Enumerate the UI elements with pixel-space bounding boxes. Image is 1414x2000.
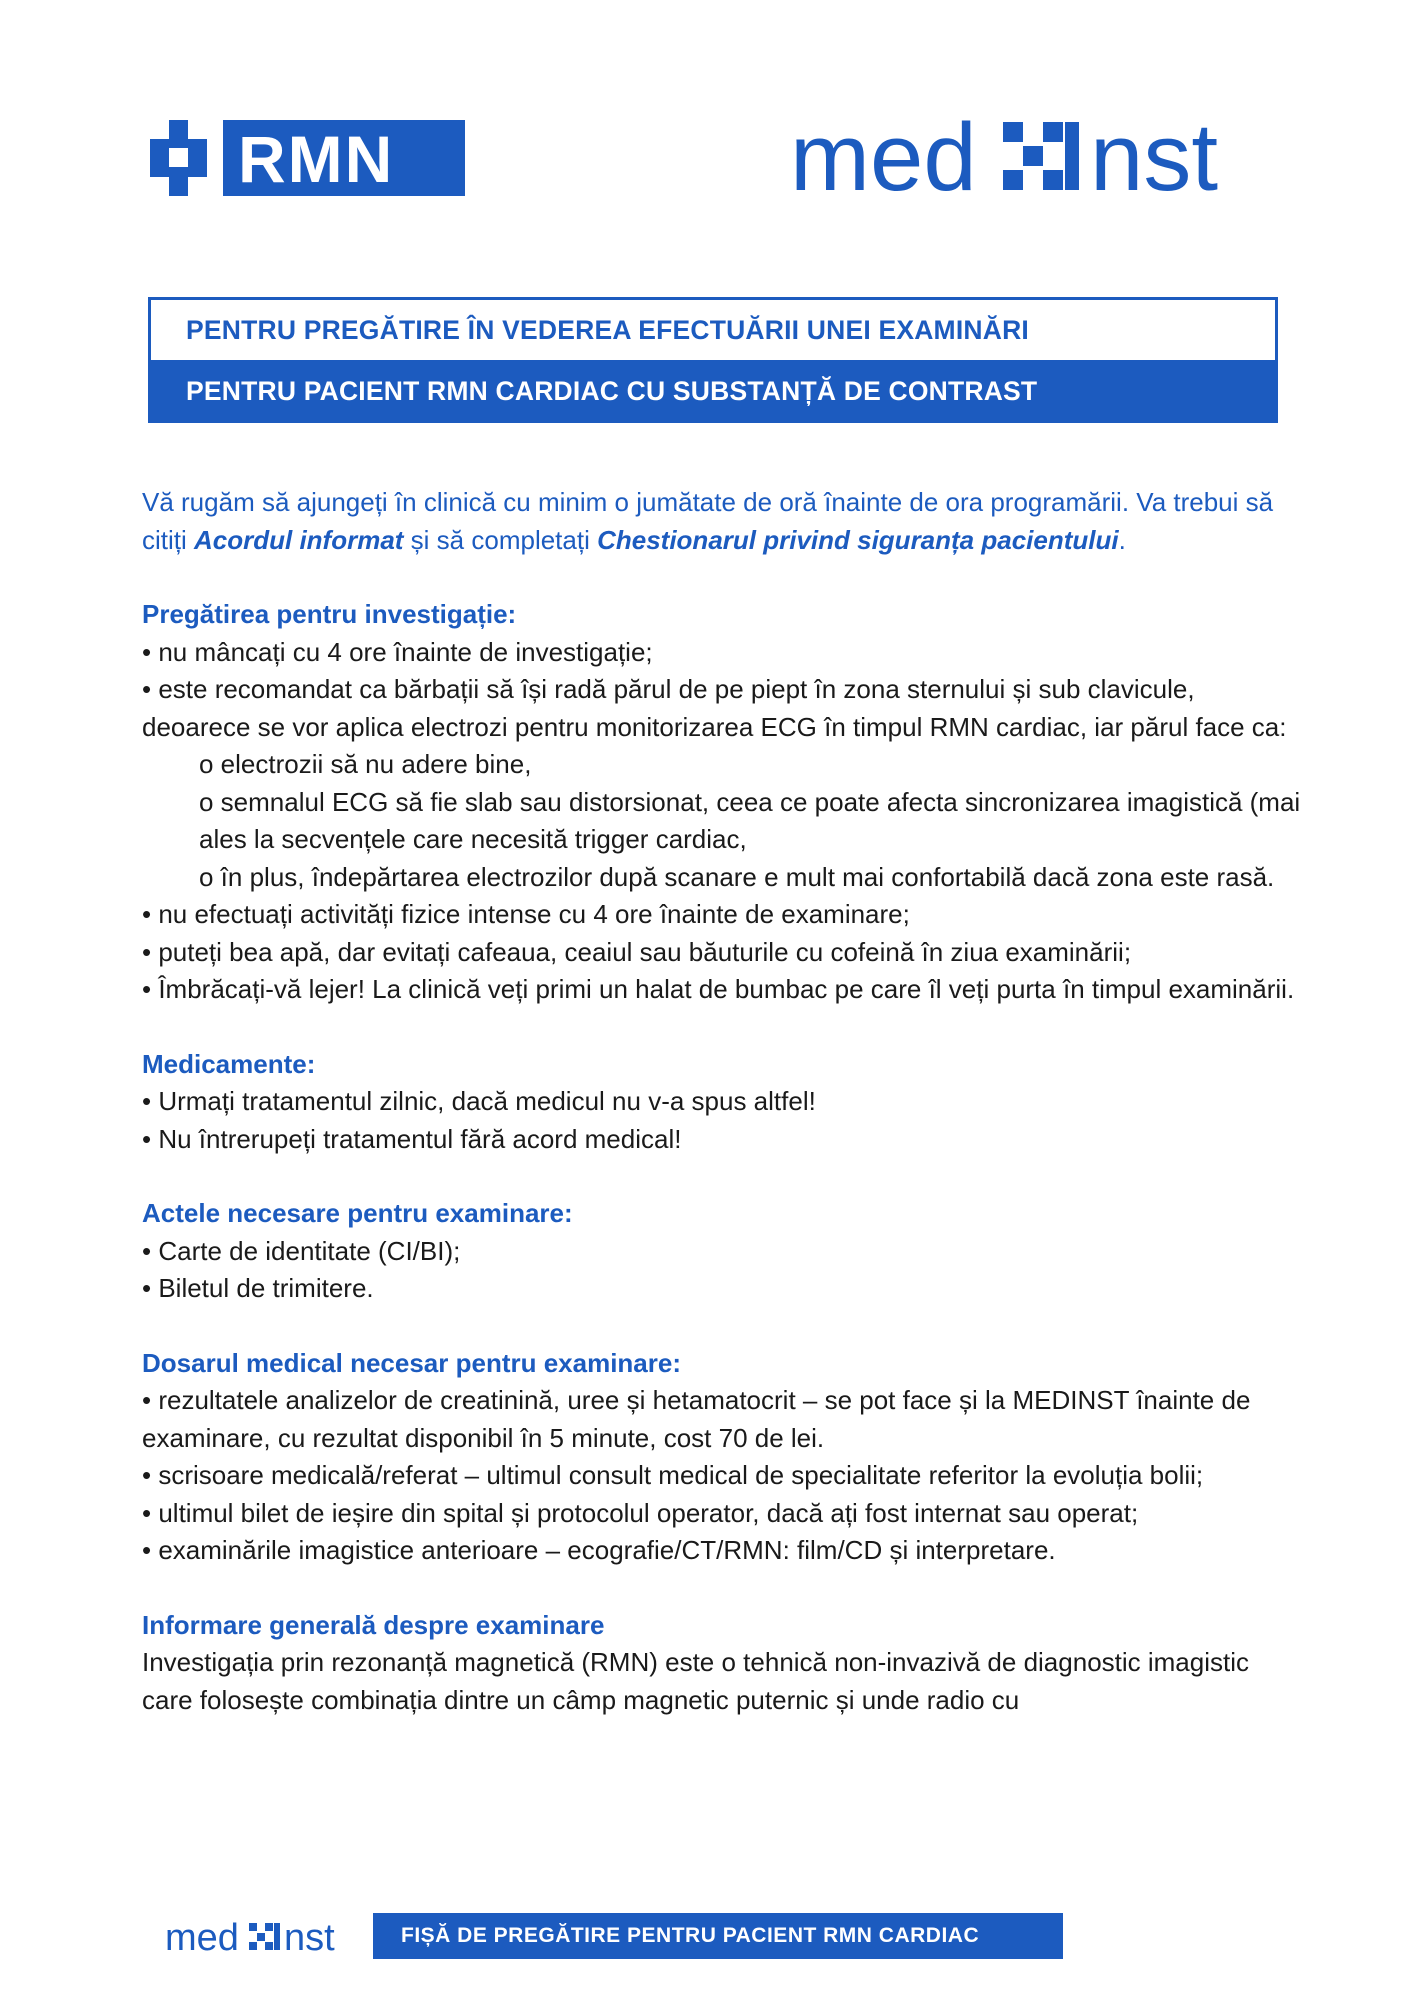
section-dossier [142,1345,1302,1570]
list-item: • nu efectuați activități fizice intense cu 4 ore înainte de examinare; [142,899,910,929]
title-line-2: PENTRU PACIENT RMN CARDIAC CU SUBSTANȚĂ DE CONTRAST [148,360,1278,423]
rmn-logo [150,120,465,196]
section-general-info [142,1607,1302,1720]
list-item: • scrisoare medicală/referat – ultimul consult medical de specialitate referitor la evoluția bolii; [142,1460,1204,1490]
section-documents [142,1195,1302,1308]
footer-title-band: FIȘĂ DE PREGĂTIRE PENTRU PACIENT RMN CARDIAC [373,1913,1063,1959]
section-title: Medicamente: [142,1048,316,1079]
list-item: • Îmbrăcați-vă lejer! La clinică veți primi un halat de bumbac pe care îl veți purta în timpul examinării. [142,974,1295,1004]
svg-text:nst: nst [284,1917,335,1958]
svg-text:med: med [790,104,977,210]
list-item: • Biletul de trimitere. [142,1273,374,1303]
document-body [142,484,1302,1719]
rmn-logo-text: RMN [238,122,395,196]
list-item: • examinările imagistice anterioare – ecografie/CT/RMN: film/CD și interpretare. [142,1535,1056,1565]
list-item: • este recomandat ca bărbații să își radă părul de pe piept în zona sternului și sub clavicule, deoarece se vor aplica electrozi pentru monitorizarea ECG în timpul RMN cardiac, iar părul face ca: [142,674,1287,742]
sub-list-item: o în plus, îndepărtarea electrozilor după scanare e mult mai confortabilă dacă zona este rasă. [199,861,1275,892]
sub-list-item: o semnalul ECG să fie slab sau distorsionat, ceea ce poate afecta sincronizarea imagistică (mai ales la secvențele care necesită trigger cardiac, [199,786,1301,854]
footer [0,1900,1414,1970]
list-item: • Nu întrerupeți tratamentul fără acord medical! [142,1123,682,1154]
list-item: • rezultatele analizelor de creatinină, uree și hetamatocrit – se pot face și la MEDINST înainte de examinare, cu rezultat disponibil în 5 minute, cost 70 de lei. [142,1385,1251,1453]
footer-medinst-logo [165,1914,355,1958]
intro-paragraph: Vă rugăm să ajungeți în clinică cu minim o jumătate de oră înainte de ora programării. Va trebui să citiți Acordul informat și să completați Chestionarul privind siguranța pacientului. [142,487,1274,555]
general-info-paragraph: Investigația prin rezonanță magnetică (RMN) este o tehnică non-invazivă de diagnostic imagistic care folosește combinația dintre un câmp magnetic puternic și unde radio cu [142,1647,1250,1715]
list-item: • Carte de identitate (CI/BI); [142,1235,461,1266]
list-item: • ultimul bilet de ieșire din spital și protocolul operator, dacă ați fost internat sau operat; [142,1497,1139,1528]
section-title: Actele necesare pentru examinare: [142,1198,573,1228]
section-medication [142,1046,1302,1159]
section-title: Dosarul medical necesar pentru examinare: [142,1347,682,1378]
svg-text:nst: nst [1090,104,1219,210]
section-title: Informare generală despre examinare [142,1609,605,1640]
informed-consent-emphasis: Acordul informat [194,524,404,555]
header [0,0,1414,220]
title-line-1: PENTRU PREGĂTIRE ÎN VEDEREA EFECTUĂRII UNEI EXAMINĂRI [186,314,1029,345]
svg-text:med: med [165,1917,239,1958]
sub-list-item: o electrozii să nu adere bine, [199,749,532,779]
list-item: • nu mâncați cu 4 ore înainte de investigație; [142,636,653,667]
list-item: • Urmați tratamentul zilnic, dacă medicul nu v-a spus altfel! [142,1086,816,1116]
safety-questionnaire-emphasis: Chestionarul privind siguranța pacientului [597,524,1119,555]
document-title-box [148,297,1278,420]
medinst-logo [790,100,1270,210]
section-title: Pregătirea pentru investigație: [142,599,517,629]
list-item: • puteți bea apă, dar evitați cafeaua, ceaiul sau băuturile cu cofeină în ziua examinării; [142,936,1132,967]
section-preparation [142,596,1302,1009]
